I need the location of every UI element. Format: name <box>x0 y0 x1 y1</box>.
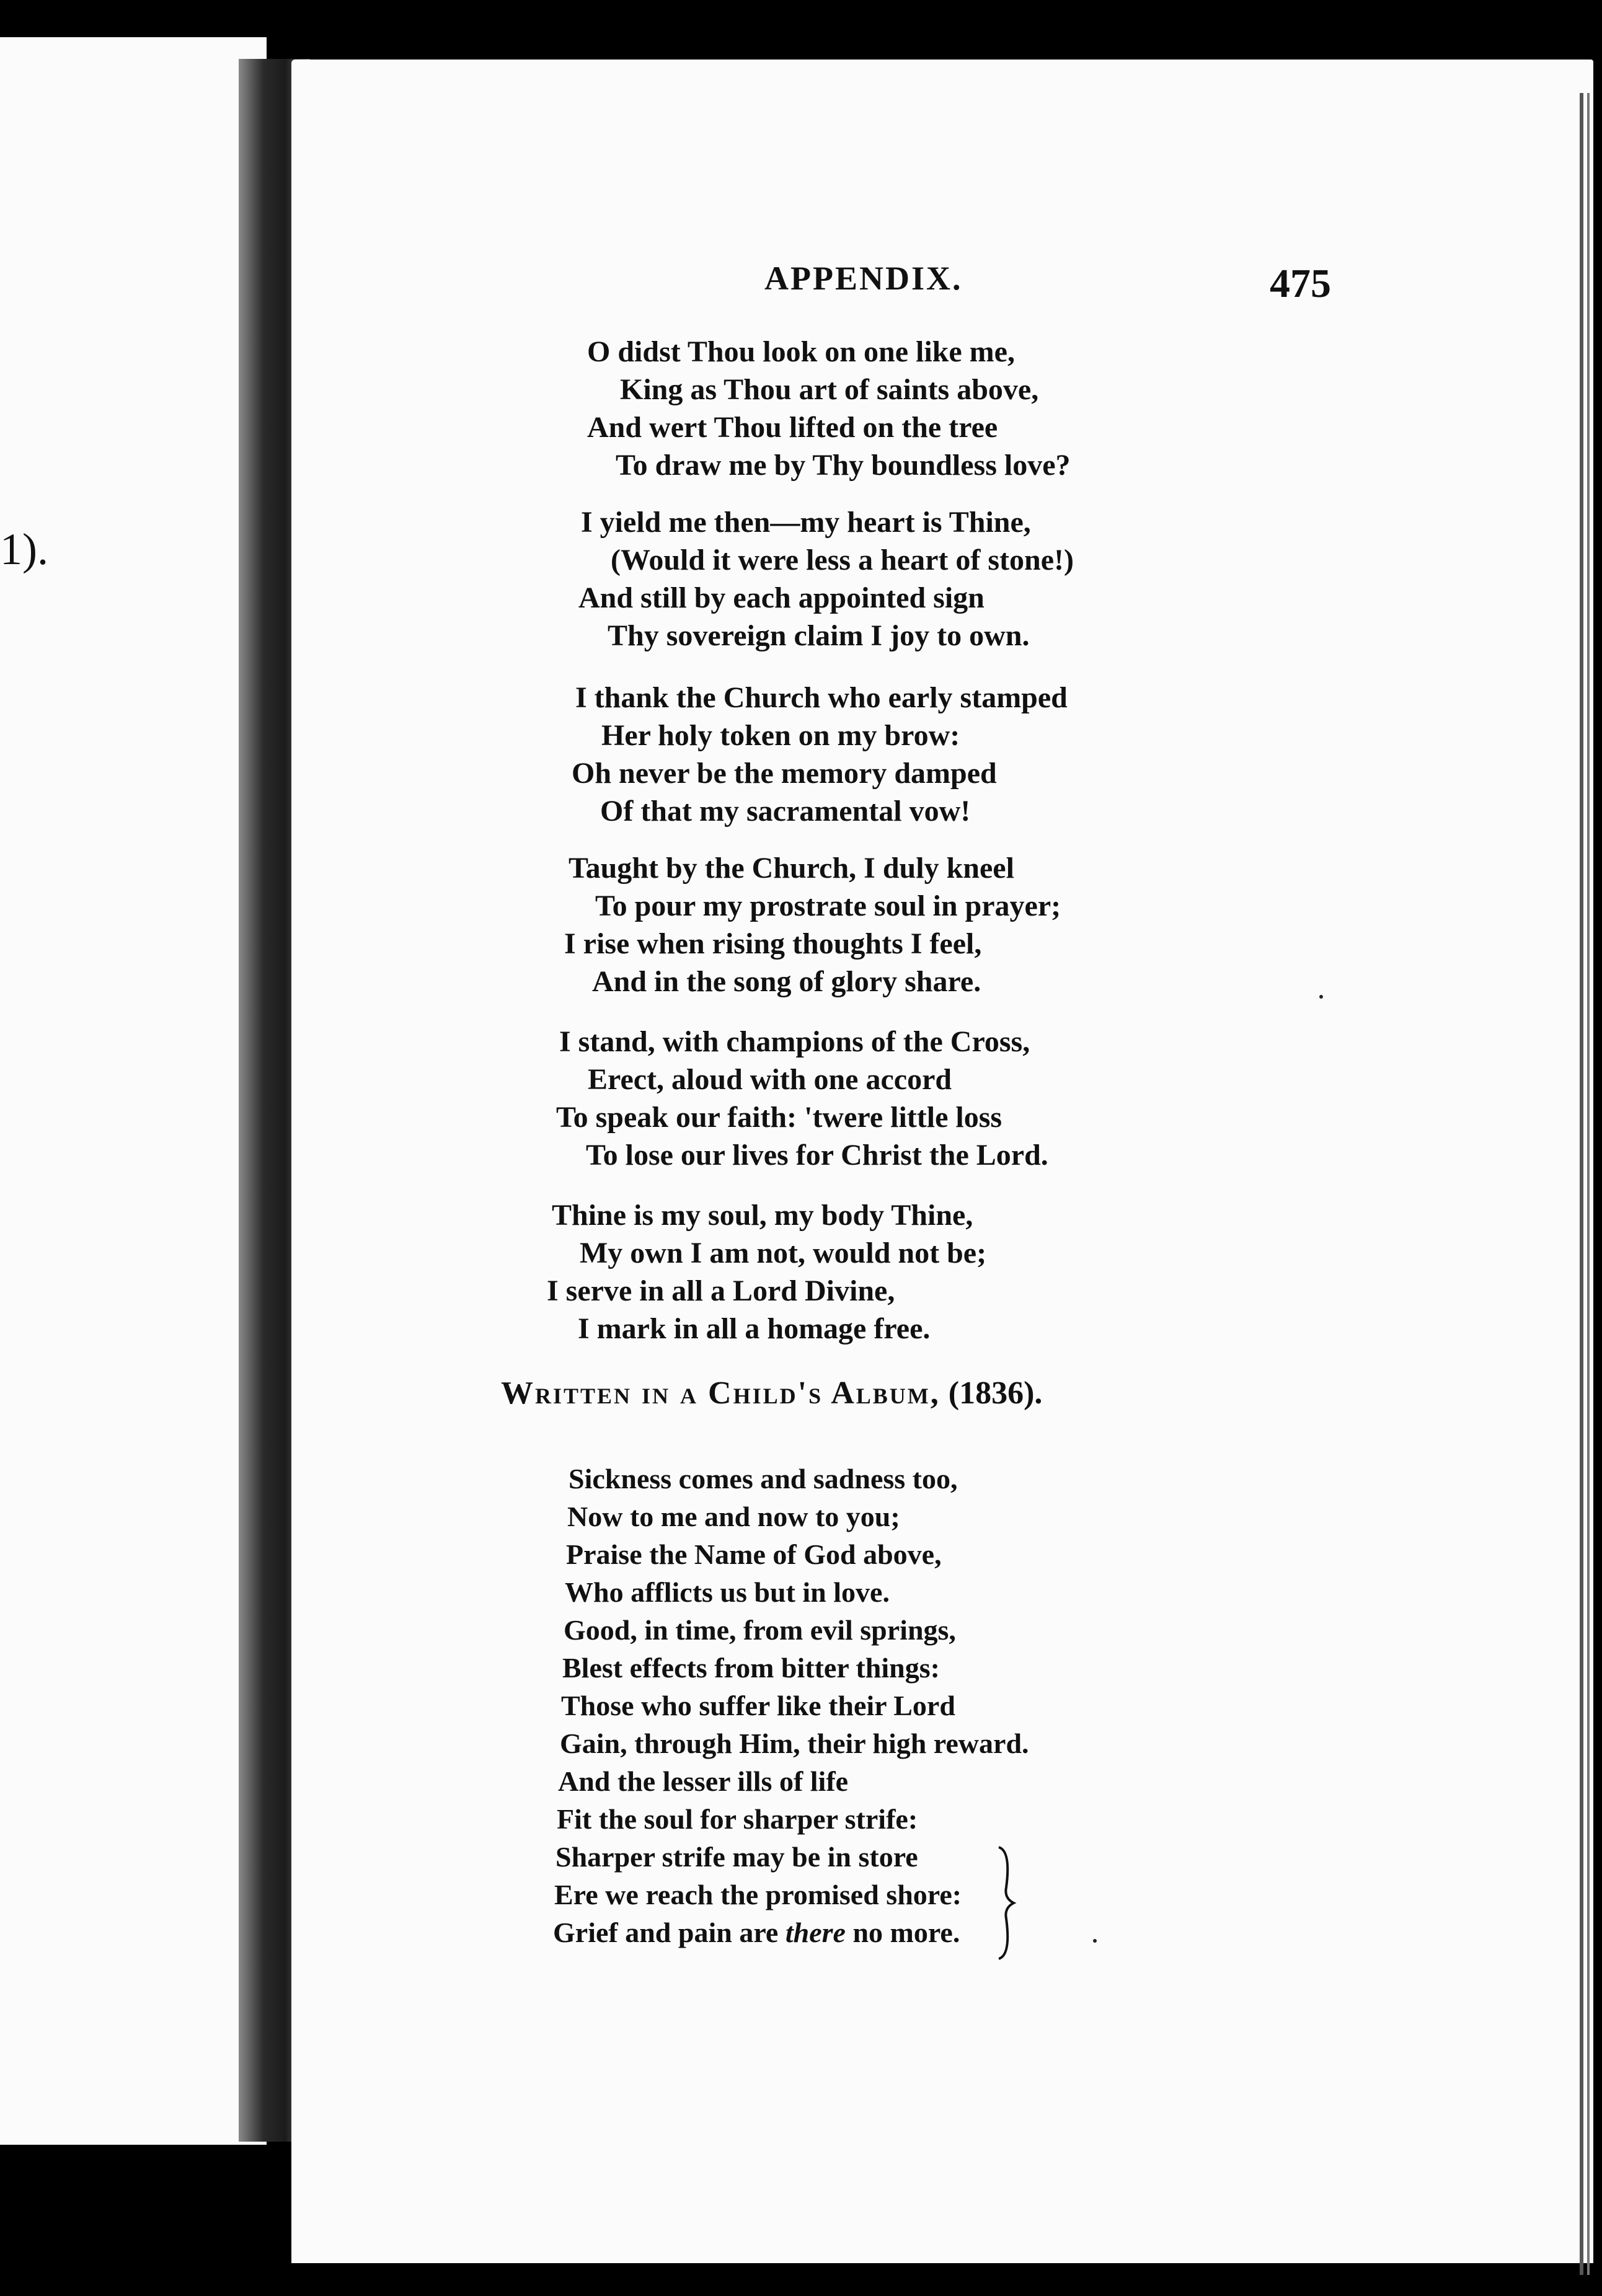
verse-line: Who afflicts us but in love. <box>565 1576 890 1608</box>
verse-line: Erect, aloud with one accord <box>588 1063 952 1096</box>
verse-line: I thank the Church who early stamped <box>575 681 1068 714</box>
verse-line: King as Thou art of saints above, <box>620 373 1039 406</box>
verse-line: To pour my prostrate soul in prayer; <box>595 890 1061 922</box>
verse-line: And in the song of glory share. <box>592 965 981 998</box>
verse-text: no more. <box>845 1917 960 1948</box>
verse-line: And still by each appointed sign <box>578 581 985 614</box>
poem-stanza <box>0 1023 1048 1174</box>
section-title <box>501 1375 1042 1411</box>
verse-line: To draw me by Thy boundless love? <box>616 449 1071 482</box>
verse-line-last <box>553 1914 1029 1951</box>
verse-line: Of that my sacramental vow! <box>600 795 971 828</box>
verse-line: And the lesser ills of life <box>558 1765 849 1797</box>
verse-line: To speak our faith: 'twere little loss <box>556 1101 1002 1134</box>
poem-stanza <box>0 849 1061 1000</box>
verse-line: Fit the soul for sharper strife: <box>557 1803 918 1835</box>
print-speck <box>1093 1939 1097 1943</box>
verse-line: I yield me then—my heart is Thine, <box>581 506 1031 539</box>
verse-text: Grief and pain are <box>553 1917 786 1948</box>
verse-line: Her holy token on my brow: <box>601 719 960 752</box>
page-number: 475 <box>1270 261 1331 306</box>
verse-line: I rise when rising thoughts I feel, <box>564 927 982 960</box>
verse-line: Ere we reach the promised shore: <box>554 1879 962 1910</box>
verse-line: O didst Thou look on one like me, <box>587 335 1015 368</box>
section-title-text: Written in a Child's Album, <box>501 1375 940 1411</box>
poem-stanza <box>0 333 1071 484</box>
verse-line: Those who suffer like their Lord <box>561 1690 955 1721</box>
verse-line: Sharper strife may be in store <box>555 1841 918 1873</box>
verse-line: Thy sovereign claim I joy to own. <box>608 619 1030 652</box>
verse-line: Gain, through Him, their high reward. <box>560 1728 1029 1759</box>
verse-line: Taught by the Church, I duly kneel <box>569 852 1014 885</box>
verse-line: I serve in all a Lord Divine, <box>547 1274 895 1307</box>
triplet-brace <box>995 1844 1020 1962</box>
left-page-text-fragment: 1). <box>0 524 48 574</box>
verse-line: And wert Thou lifted on the tree <box>587 411 998 444</box>
page-edge <box>1587 93 1590 2275</box>
verse-line: Thine is my soul, my body Thine, <box>552 1199 973 1232</box>
verse-line: To lose our lives for Christ the Lord. <box>586 1139 1048 1172</box>
verse-line: Sickness comes and sadness too, <box>569 1463 958 1495</box>
verse-line: Oh never be the memory damped <box>572 757 997 790</box>
poem-stanza <box>0 503 1074 655</box>
running-head: APPENDIX. <box>764 260 963 297</box>
section-title-year: (1836). <box>948 1375 1043 1411</box>
verse-line: I stand, with champions of the Cross, <box>559 1025 1030 1058</box>
verse-line: Blest effects from bitter things: <box>562 1652 940 1684</box>
album-poem <box>0 1460 1029 1951</box>
verse-line: Now to me and now to you; <box>567 1501 900 1532</box>
verse-emphasis: there <box>785 1917 846 1948</box>
verse-line: My own I am not, would not be; <box>580 1237 987 1269</box>
poem-stanza <box>0 1196 986 1348</box>
verse-line: I mark in all a homage free. <box>578 1312 931 1345</box>
verse-line: (Would it were less a heart of stone!) <box>611 544 1074 576</box>
verse-line: Good, in time, from evil springs, <box>564 1614 956 1646</box>
verse-line: Praise the Name of God above, <box>566 1539 942 1570</box>
poem-stanza <box>0 679 1068 830</box>
print-speck <box>1319 995 1323 999</box>
page-edge <box>1580 93 1583 2275</box>
